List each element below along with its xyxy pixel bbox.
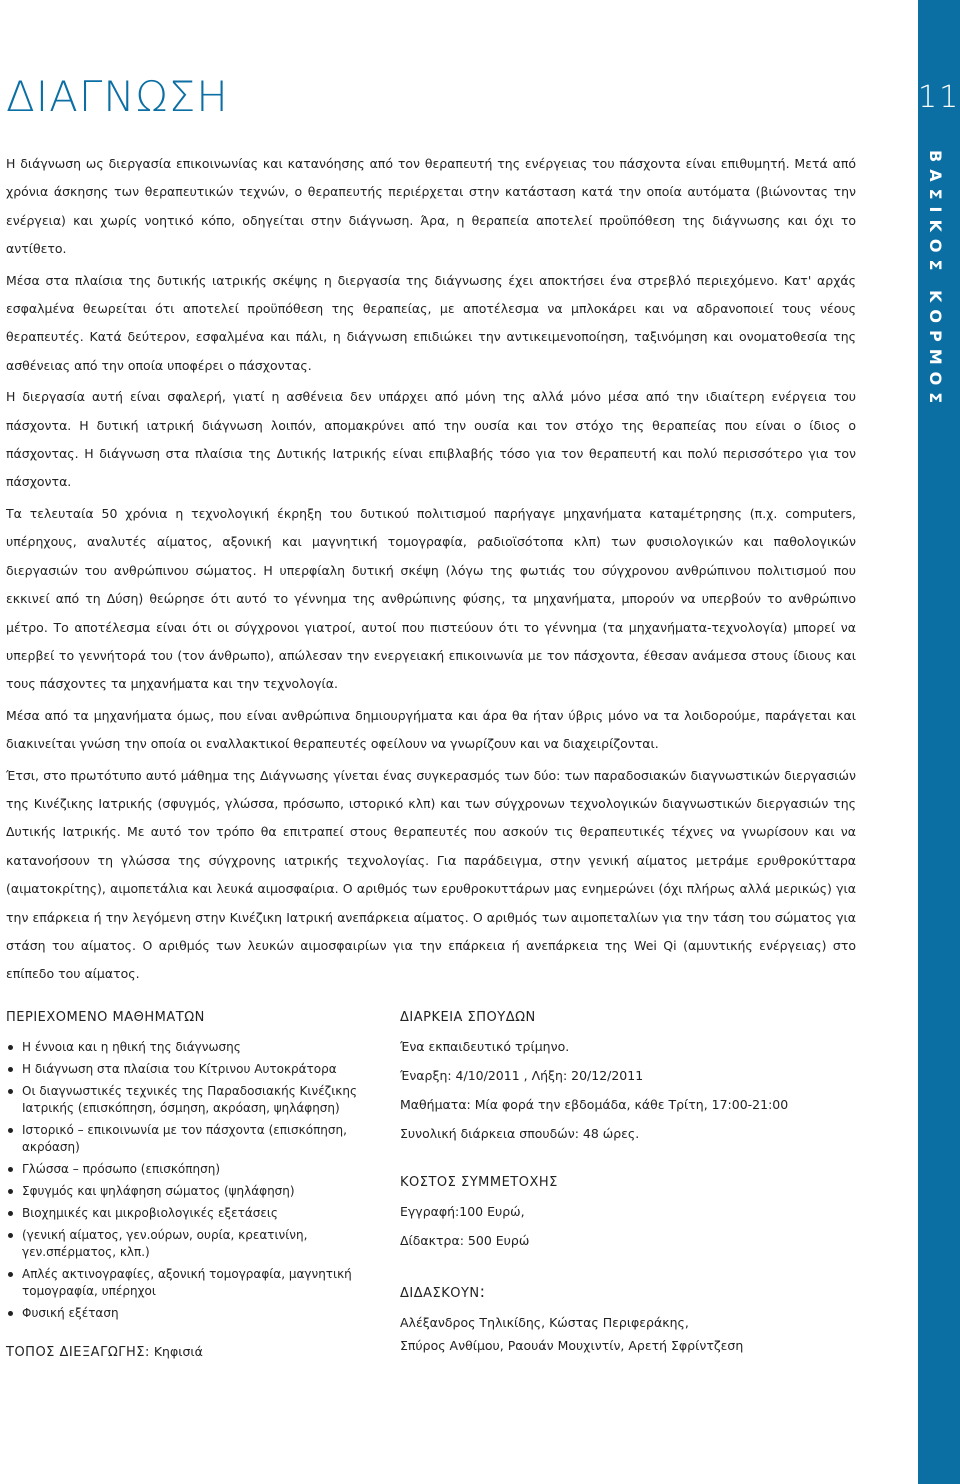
list-item: (γενική αίματος, γεν.ούρων, ουρία, κρεατινίνη, γεν.σπέρματος, κλπ.) (6, 1227, 366, 1261)
content-heading: ΠΕΡΙΕΧΟΜΕΝΟ ΜΑΘΗΜΑΤΩΝ (6, 1010, 205, 1025)
teachers-line: Σπύρος Ανθίμου, Ραουάν Μουχιντίν, Αρετή Σφρίντζεση (400, 1338, 744, 1353)
main-text (6, 150, 856, 992)
list-item: Φυσική εξέταση (6, 1305, 366, 1322)
teachers-heading: ΔΙΔΑΣΚΟΥΝ (400, 1286, 480, 1301)
cost-line: Δίδακτρα: 500 Ευρώ (400, 1233, 530, 1248)
list-item: Η διάγνωση στα πλαίσια του Κίτρινου Αυτοκράτορα (6, 1061, 366, 1078)
paragraph: Η διεργασία αυτή είναι σφαλερή, γιατί η ασθένεια δεν υπάρχει από μόνη της αλλά μόνο μέσα από την ιδιαίτερη ενέργεια του πάσχοντα. Η δυτική ιατρική διάγνωση λοιπόν, απομακρύνει από την ουσία και τον στόχο της θεραπείας που είναι ο ίδιος ο πάσχοντας. Η διάγνωση στα πλαίσια της Δυτικής Ιατρικής είναι επιβλαβής τόσο για τον θεραπευτή και πολύ περισσότερο για τον πάσχοντα. (6, 389, 856, 490)
list-item: Γλώσσα – πρόσωπο (επισκόπηση) (6, 1161, 366, 1178)
teachers-line: Αλέξανδρος Τηλικίδης, Κώστας Περιφεράκης, (400, 1315, 689, 1330)
paragraph: Μέσα στα πλαίσια της δυτικής ιατρικής σκέψης η διεργασία της διάγνωσης έχει αποκτήσει ένα στρεβλό περιεχόμενο. Κατ' αρχάς εσφαλμένα θεωρείται ότι αποτελεί προϋπόθεση της θεραπείας, με αποτέλεσμα να μπλοκάρει και να αδρανοποιεί τους νέους θεραπευτές. Κατά δεύτερον, εσφαλμένα και πάλι, η διάγνωση επιδιώκει την αντικειμενοποίηση, ταξινόμηση και ονοματοθεσία της ασθένειας από την οποία υποφέρει ο πάσχοντας. (6, 272, 856, 373)
list-item: Οι διαγνωστικές τεχνικές της Παραδοσιακής Κινέζικης Ιατρικής (επισκόπηση, όσμηση, ακρόαση, ψηλάφηση) (6, 1083, 366, 1117)
paragraph: Έτσι, στο πρωτότυπο αυτό μάθημα της Διάγνωσης γίνεται ένας συγκερασμός των δύο: των παραδοσιακών διαγνωστικών διεργασιών της Κινέζικης Ιατρικής (σφυγμός, γλώσσα, πρόσωπο, ιστορικό κλπ) και των σύγχρονων τεχνολογικών διαγνωστικών διεργασιών της Δυτικής Ιατρικής. Με αυτό τον τρόπο θα επιτραπεί στους θεραπευτές που ασκούν τις θεραπευτικές τέχνες να γνωρίσουν και να κατανοήσουν τη γλώσσα της σύγχρονης ιατρικής τεχνολογίας. Για παράδειγμα, στην γενική αίματος μετράμε ερυθροκύτταρα (αιματοκρίτης), αιμοπετάλια και λευκά αιμοσφαίρια. Ο αριθμός των ερυθροκυττάρων μας ενημερώνει (όχι πλήρως αλλά μερικώς) για την επάρκεια ή την λεγόμενη στην Κινέζικη Ιατρική ανεπάρκεια αίματος. Ο αριθμός των αιμοπεταλίων για την τάση του σώματος για στάση του αίματος. Ο αριθμός των λευκών αιμοσφαιρίων για την επάρκεια ή ανεπάρκεια της Wei Qi (αμυντικής ενέργειας) στο επίπεδο του αίματος. (6, 767, 856, 982)
duration-line: Συνολική διάρκεια σπουδών: 48 ώρες. (400, 1126, 640, 1141)
teachers-colon: : (479, 1282, 486, 1301)
cost-line: Εγγραφή:100 Ευρώ, (400, 1204, 525, 1219)
side-banner (918, 0, 960, 1484)
list-item: Βιοχημικές και μικροβιολογικές εξετάσεις (6, 1205, 366, 1222)
paragraph: Τα τελευταία 50 χρόνια η τεχνολογική έκρηξη του δυτικού πολιτισμού παρήγαγε μηχανήματα καταμέτρησης (π.χ. computers, υπέρηχους, αναλυτές αίματος, αξονική και μαγνητική τομογραφία, ραδιοϊσότοπα κλπ) των φυσιολογικών και παθολογικών διεργασιών του ανθρώπινου σώματος. Η υπερφίαλη δυτική σκέψη (λόγω της φωτιάς του σύγχρονου ανθρώπινου πολιτισμού που εκκινεί από τη Δύση) θεώρησε ότι αυτό το γέννημα της ανθρώπινης φύσης, τα μηχανήματα, μπορούν να υπερβούν το ανθρώπινο μέτρο. Το αποτέλεσμα είναι ότι οι σύγχρονοι γιατροί, αυτοί που πιστεύουν ότι το γέννημα (τα μηχανήματα-τεχνολογία) μπορεί να υπερβεί το γεννήτορά του (τον άνθρωπο), απώλεσαν την ενεργειακή επικοινωνία με τον πάσχοντα, έθεσαν ανάμεσα στους ίδιους και τους πάσχοντες τα μηχανήματα και την τεχνολογία. (6, 505, 856, 692)
list-item: Σφυγμός και ψηλάφηση σώματος (ψηλάφηση) (6, 1183, 366, 1200)
teachers-heading-row (400, 1282, 880, 1301)
duration-heading: ΔΙΑΡΚΕΙΑ ΣΠΟΥΔΩΝ (400, 1010, 536, 1025)
list-item: Η έννοια και η ηθική της διάγνωσης (6, 1039, 366, 1056)
location-label: ΤΟΠΟΣ ΔΙΕΞΑΓΩΓΗΣ: (6, 1345, 150, 1360)
paragraph: Η διάγνωση ως διεργασία επικοινωνίας και κατανόησης από τον θεραπευτή της ενέργειας του πάσχοντα είναι επιθυμητή. Μετά από χρόνια άσκησης των θεραπευτικών τεχνών, ο θεραπευτής περιέρχεται στην κατάσταση κατά την οποία αυτόματα (βιώνοντας την ενέργεια) και χωρίς νοητικό κόπο, οδηγείται στην διάγνωση. Άρα, η θεραπεία αποτελεί προϋπόθεση της διάγνωσης και όχι το αντίθετο. (6, 156, 856, 257)
location (6, 1344, 366, 1360)
course-content-section (6, 1010, 366, 1360)
side-label: ΒΑΣΙΚΟΣ ΚΟΡΜΟΣ (926, 150, 945, 411)
course-info-section (400, 1010, 880, 1367)
content-list (6, 1039, 366, 1322)
page-title: ΔΙΑΓΝΩΣΗ (6, 72, 229, 121)
paragraph: Μέσα από τα μηχανήματα όμως, που είναι ανθρώπινα δημιουργήματα και άρα θα ήταν ύβρις μόνο να τα λοιδορούμε, παράγεται και διακινείται γνώση την οποία οι εναλλακτικοί θεραπευτές οφείλουν να γνωρίζουν και να διαχειρίζονται. (6, 707, 856, 752)
list-item: Ιστορικό – επικοινωνία με τον πάσχοντα (επισκόπηση, ακρόαση) (6, 1122, 366, 1156)
cost-heading: ΚΟΣΤΟΣ ΣΥΜΜΕΤΟΧΗΣ (400, 1175, 558, 1190)
duration-line: Μαθήματα: Μία φορά την εβδομάδα, κάθε Τρίτη, 17:00-21:00 (400, 1097, 789, 1112)
page-number: 11 (918, 80, 960, 115)
duration-line: Ένα εκπαιδευτικό τρίμηνο. (400, 1039, 570, 1054)
location-value: Κηφισιά (153, 1344, 203, 1359)
duration-line: Έναρξη: 4/10/2011 , Λήξη: 20/12/2011 (400, 1068, 644, 1083)
list-item: Απλές ακτινογραφίες, αξονική τομογραφία, μαγνητική τομογραφία, υπέρηχοι (6, 1266, 366, 1300)
